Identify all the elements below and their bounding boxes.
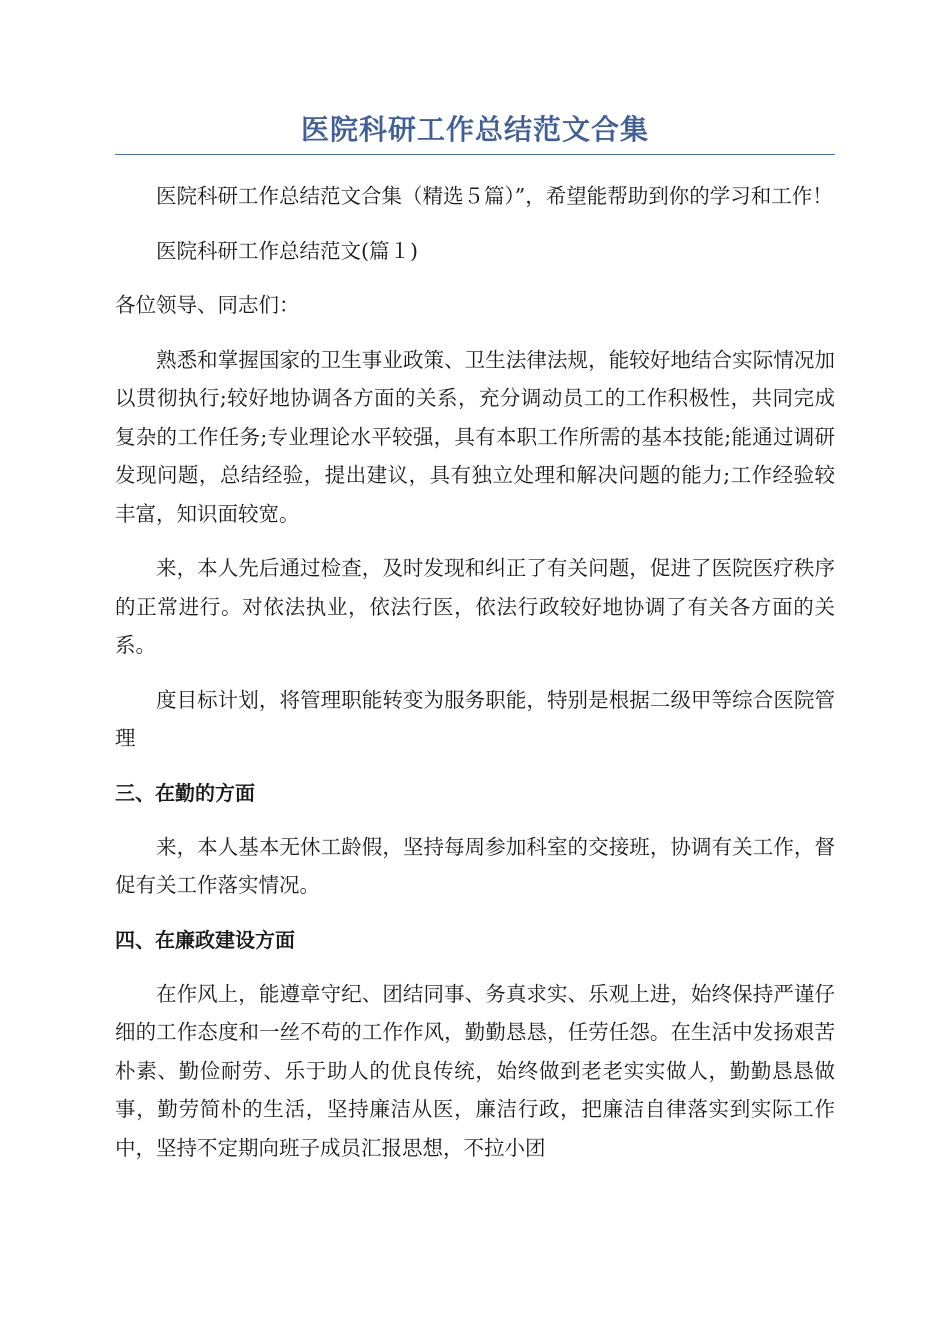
section-heading: 三、在勤的方面 <box>115 780 255 805</box>
body-paragraph: 熟悉和掌握国家的卫生事业政策、卫生法律法规，能较好地结合实际情况加以贯彻执行;较好地协调各方面的关系，充分调动员工的工作积极性，共同完成复杂的工作任务;专业理论水平较强，具有本职工作所需的基本技能;能通过调研发现问题，总结经验，提出建议，具有独立处理和解决问题的能力;工作经验较丰富，知识面较宽。 <box>115 347 835 526</box>
document-title: 医院科研工作总结范文合集 <box>300 113 649 146</box>
body-paragraph: 来，本人基本无休工龄假，坚持每周参加科室的交接班，协调有关工作，督促有关工作落实情况。 <box>115 834 835 897</box>
section-label-paragraph: 医院科研工作总结范文(篇１) <box>156 238 418 263</box>
body-paragraph: 在作风上，能遵章守纪、团结同事、务真求实、乐观上进，始终保持严谨仔细的工作态度和一丝不苟的工作作风，勤勤恳恳，任劳任怨。在生活中发扬艰苦朴素、勤俭耐劳、乐于助人的优良传统，始终做到老老实实做人，勤勤恳恳做事，勤劳简朴的生活，坚持廉洁从医，廉洁行政，把廉洁自律落实到实际工作中，坚持不定期向班子成员汇报思想，不拉小团 <box>115 981 835 1160</box>
intro-paragraph: 医院科研工作总结范文合集（精选５篇）”，希望能帮助到你的学习和工作！ <box>156 184 833 208</box>
section-heading: 四、在廉政建设方面 <box>115 927 295 952</box>
title-underline <box>115 154 835 155</box>
body-paragraph: 来，本人先后通过检查，及时发现和纠正了有关问题，促进了医院医疗秩序的正常进行。对依法执业，依法行医，依法行政较好地协调了有关各方面的关系。 <box>115 556 835 657</box>
salutation-paragraph: 各位领导、同志们： <box>115 293 300 317</box>
body-paragraph: 度目标计划，将管理职能转变为服务职能，特别是根据二级甲等综合医院管理 <box>115 687 835 750</box>
document-page <box>115 108 835 1183</box>
